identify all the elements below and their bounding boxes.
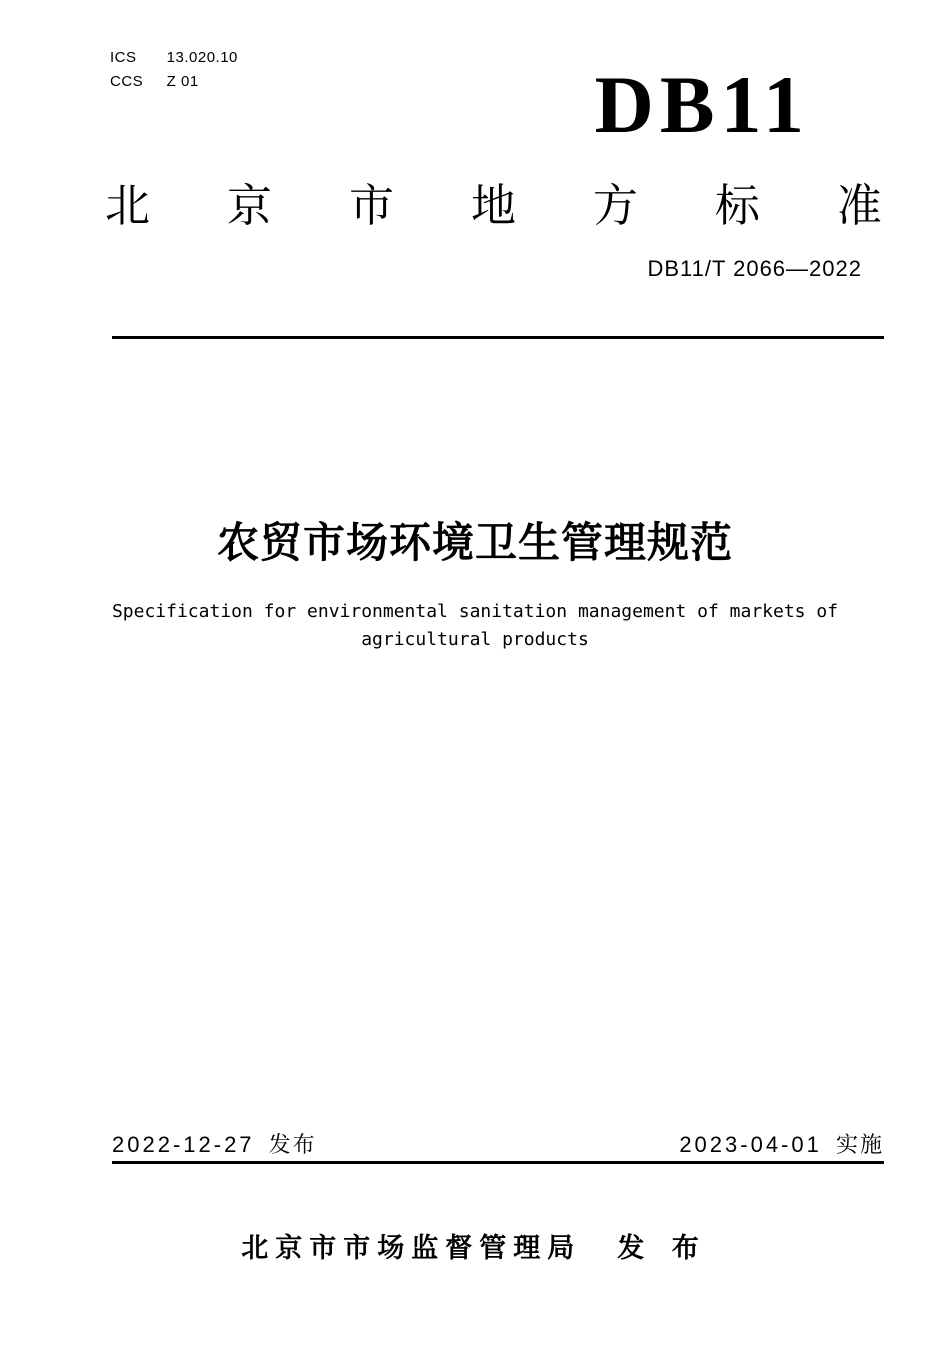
standard-type-char: 标: [714, 180, 760, 231]
ics-row: [110, 46, 238, 70]
dates-row: [112, 1128, 884, 1159]
issue-date-block: [112, 1128, 317, 1159]
header-rule: [112, 336, 884, 339]
issue-label: 发布: [268, 1132, 317, 1157]
document-title-english: [0, 598, 950, 654]
implementation-label: 实施: [835, 1132, 884, 1157]
standard-type-char: 地: [470, 180, 516, 231]
ics-value: 13.020.10: [166, 49, 238, 66]
classification-codes: [110, 46, 238, 94]
standard-number: DB11/T 2066—2022: [647, 256, 862, 281]
implementation-date: 2023-04-01: [679, 1132, 822, 1157]
publisher-name: 北京市市场监督管理局: [241, 1233, 582, 1263]
ccs-value: Z 01: [166, 73, 199, 90]
document-title-chinese: 农贸市场环境卫生管理规范: [216, 519, 733, 566]
ccs-row: [110, 70, 238, 94]
publisher-row: [0, 1226, 950, 1265]
standard-type-char: 京: [226, 180, 272, 231]
standard-type-char: 准: [836, 180, 882, 231]
footer-rule: [112, 1161, 884, 1164]
publish-label: 发 布: [617, 1233, 709, 1263]
standard-type-char: 北: [105, 180, 151, 231]
implementation-date-block: [679, 1128, 884, 1159]
standard-type-char: 方: [592, 180, 638, 231]
standard-type-title: [105, 182, 882, 229]
title-english-line2: agricultural products: [361, 629, 589, 650]
standard-type-char: 市: [348, 180, 394, 231]
ccs-label: CCS: [110, 73, 144, 90]
issue-date: 2022-12-27: [112, 1132, 255, 1157]
db11-logo: DB11: [594, 59, 810, 150]
ics-label: ICS: [110, 49, 137, 66]
title-english-line1: Specification for environmental sanitation management of markets of: [111, 601, 839, 622]
